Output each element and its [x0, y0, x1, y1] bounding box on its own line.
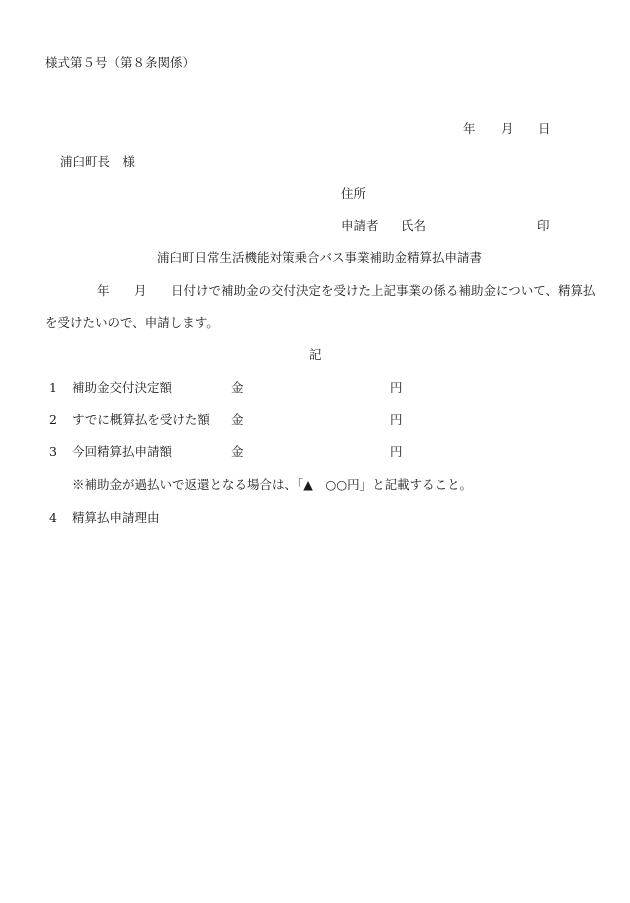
- item-number: 3: [49, 444, 57, 459]
- item-number: 4: [49, 510, 57, 525]
- date-year: 年: [463, 121, 476, 136]
- item-kin: 金: [231, 444, 244, 459]
- item-kin: 金: [231, 380, 244, 395]
- body-line2: を受けたいので、申請します。: [45, 315, 219, 330]
- item-kin: 金: [231, 412, 244, 427]
- body-line1: 日付けで補助金の交付決定を受けた上記事業の係る補助金について、精算払: [171, 283, 596, 298]
- date-month: 月: [501, 121, 514, 136]
- document-title: 浦臼町日常生活機能対策乗合バス事業補助金精算払申請書: [157, 250, 483, 265]
- item-number: 2: [49, 412, 57, 427]
- address-label: 住所: [341, 186, 367, 201]
- date-day: 日: [538, 121, 551, 136]
- item-label: 今回精算払申請額: [72, 444, 173, 459]
- item-number: 1: [49, 380, 57, 395]
- applicant-label: 申請者: [341, 218, 379, 233]
- item-label: 補助金交付決定額: [72, 380, 173, 395]
- addressee: 浦臼町長 様: [60, 154, 136, 169]
- form-number: 様式第５号（第８条関係）: [45, 55, 196, 70]
- item-yen: 円: [390, 380, 403, 395]
- item-yen: 円: [390, 444, 403, 459]
- refund-note: ※補助金が過払いで返還となる場合は、「▲ ○○円」と記載すること。: [72, 477, 473, 492]
- item-label: すでに概算払を受けた額: [72, 412, 210, 427]
- body-year: 年: [97, 283, 110, 298]
- body-month: 月: [134, 283, 147, 298]
- seal-mark: 印: [537, 218, 550, 233]
- item-label: 精算払申請理由: [72, 510, 160, 525]
- ki-heading: 記: [309, 347, 322, 362]
- item-yen: 円: [390, 412, 403, 427]
- name-label: 氏名: [401, 218, 427, 233]
